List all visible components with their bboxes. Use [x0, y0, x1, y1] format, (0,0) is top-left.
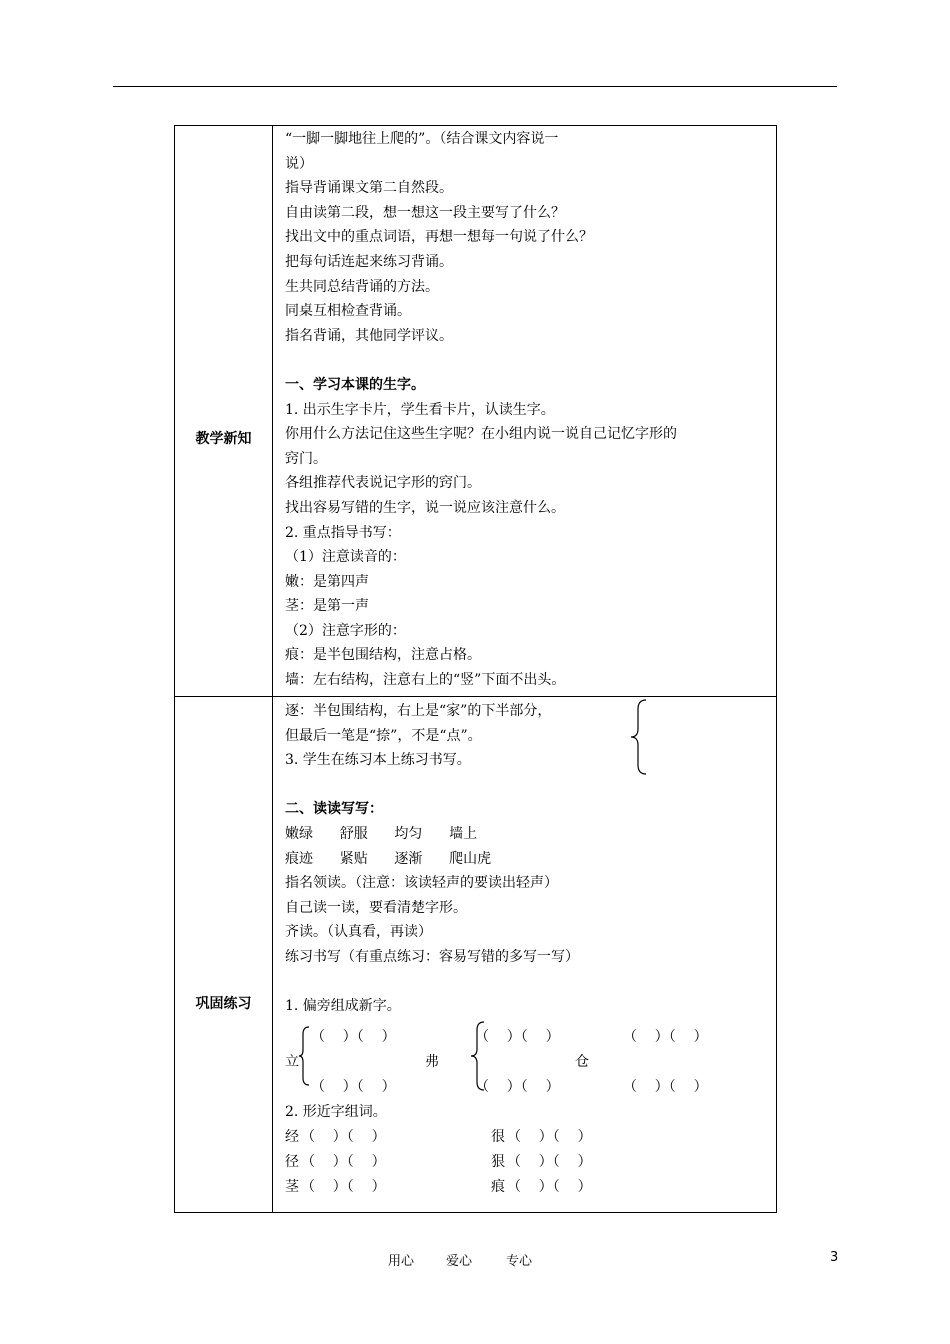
text-line: 你用什么方法记住这些生字呢？在小组内说一说自己记忆字形的 — [285, 426, 677, 443]
row-divider — [175, 696, 776, 697]
blank-line — [285, 348, 770, 373]
section1-label: 教学新知 — [195, 431, 252, 447]
similar-char: 经 — [285, 1129, 299, 1145]
answer-blank: （ ）（ ） — [301, 1154, 386, 1170]
text-line: 窍门。 — [285, 450, 327, 467]
answer-blank: （ ）（ ） — [507, 1129, 592, 1145]
similar-char: 狠 — [491, 1154, 505, 1170]
answer-blank: （ ）（ ） — [475, 1029, 560, 1045]
text-line: 1. 偏旁组成新字。 — [285, 998, 401, 1015]
answer-blank: （ ）（ ） — [311, 1029, 396, 1045]
answer-blank: （ ）（ ） — [301, 1129, 386, 1145]
answer-blank: （ ）（ ） — [301, 1179, 386, 1195]
similar-char: 痕 — [491, 1179, 505, 1195]
text-line: 指名领读。（注意：该读轻声的要读出轻声） — [285, 875, 558, 892]
word-row: 嫩绿 舒服 均匀 墙上 — [285, 825, 478, 842]
text-line: （1）注意读音的： — [285, 549, 406, 566]
blank-line — [285, 773, 770, 798]
text-line: 找出容易写错的生字，说一说应该注意什么。 — [285, 499, 565, 516]
footer-word: 用心 — [388, 1254, 415, 1269]
text-line: “一脚一脚地往上爬的”。（结合课文内容说一 — [285, 131, 559, 147]
right-brace-icon — [630, 699, 650, 775]
section1-content — [285, 127, 770, 693]
section2-label: 巩固练习 — [195, 996, 252, 1012]
text-line: 指名背诵，其他同学评议。 — [285, 327, 453, 344]
text-line: 找出文中的重点词语，再想一想每一句说了什么？ — [285, 229, 593, 246]
footer-word: 专心 — [506, 1254, 533, 1269]
header-rule — [113, 86, 837, 87]
text-line: 3. 学生在练习本上练习书写。 — [285, 752, 471, 769]
text-line: 说） — [285, 155, 313, 172]
similar-char: 径 — [285, 1154, 299, 1170]
footer-word: 爱心 — [446, 1254, 473, 1269]
similar-char: 很 — [491, 1129, 505, 1145]
text-line: 练习书写（有重点练习：容易写错的多写一写） — [285, 948, 579, 965]
text-line: 1. 出示生字卡片，学生看卡片，认读生字。 — [285, 401, 555, 418]
answer-blank: （ ）（ ） — [623, 1029, 708, 1045]
text-line: 齐读。（认真看，再读） — [285, 924, 432, 941]
answer-blank: （ ）（ ） — [623, 1079, 708, 1095]
word-row: 痕迹 紧贴 逐渐 爬山虎 — [285, 850, 492, 867]
text-line: 把每句话连起来练习背诵。 — [285, 253, 453, 270]
lesson-table — [174, 125, 777, 1213]
radical-char: 仓 — [575, 1054, 589, 1070]
column-divider — [272, 126, 273, 1212]
text-line: 逐：半包围结构，右上是“家”的下半部分， — [285, 703, 552, 719]
answer-blank: （ ）（ ） — [475, 1079, 560, 1095]
text-line: 痕：是半包围结构，注意占格。 — [285, 647, 481, 664]
text-line: 茎：是第一声 — [285, 598, 369, 615]
text-line: 墙：左右结构，注意右上的“竖”下面不出头。 — [285, 672, 566, 689]
text-line: 自己读一读，要看清楚字形。 — [285, 899, 467, 916]
text-line: （2）注意字形的： — [285, 622, 406, 639]
text-line: 自由读第二段，想一想这一段主要写了什么？ — [285, 204, 565, 221]
answer-blank: （ ）（ ） — [507, 1179, 592, 1195]
left-brace-icon — [299, 1026, 311, 1086]
text-line: 同桌互相检查背诵。 — [285, 303, 411, 320]
radical-char: 立 — [285, 1054, 299, 1070]
exercise-title: 2. 形近字组词。 — [285, 1104, 387, 1120]
text-line: 指导背诵课文第二自然段。 — [285, 180, 453, 197]
page-number: 3 — [830, 1250, 839, 1265]
text-line: 2. 重点指导书写： — [285, 524, 401, 541]
text-line: 但最后一笔是“捺”，不是“点”。 — [285, 727, 482, 744]
text-line: 生共同总结背诵的方法。 — [285, 278, 439, 295]
section-heading: 二、读读写写： — [285, 801, 383, 818]
text-line: 嫩：是第四声 — [285, 573, 369, 590]
blank-line — [285, 970, 770, 995]
section-heading: 一、学习本课的生字。 — [285, 376, 425, 393]
text-line: 各组推荐代表说记字形的窍门。 — [285, 475, 481, 492]
answer-blank: （ ）（ ） — [311, 1079, 396, 1095]
answer-blank: （ ）（ ） — [507, 1154, 592, 1170]
section2-content — [285, 699, 770, 1019]
radical-char: 弗 — [425, 1054, 439, 1070]
similar-char: 茎 — [285, 1179, 299, 1195]
